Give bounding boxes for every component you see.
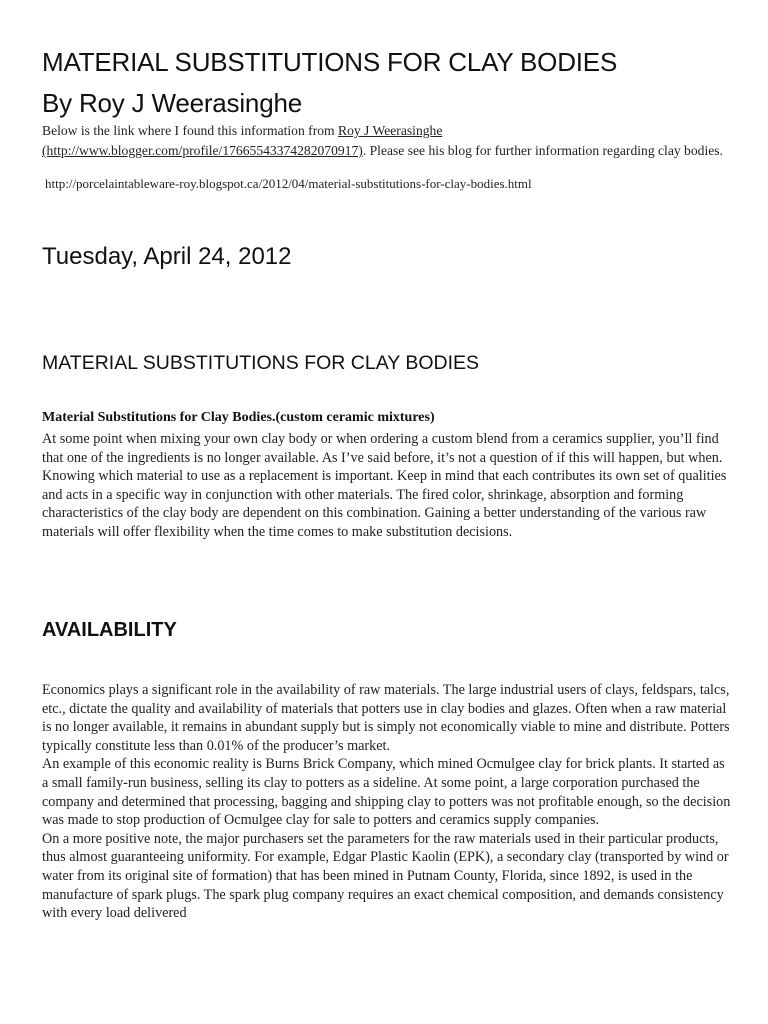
- lead-heading: Material Substitutions for Clay Bodies.(custom ceramic mixtures): [42, 410, 435, 425]
- paragraph: At some point when mixing your own clay body or when ordering a custom blend from a ceramics supplier, you’ll find that one of the ingredients is no longer available. As I’ve said before, it’s not a question of if this will happen, but when. Knowing which material to use as a replacement is important. Keep in mind that each contributes its own set of qualities and acts in a specific way in conjunction with other materials. The fired color, shrinkage, absorption and forming characteristics of the clay body are dependent on this combination. Gaining a better understanding of the various raw materials will offer flexibility when the time comes to make substitution decisions.: [42, 431, 727, 540]
- section-heading-availability: AVAILABILITY: [42, 619, 177, 641]
- post-date: Tuesday, April 24, 2012: [42, 243, 292, 270]
- intro-text-after: . Please see his blog for further information regarding clay bodies.: [362, 143, 723, 158]
- intro-note: [42, 121, 732, 161]
- source-url: http://porcelaintableware-roy.blogspot.ca/2012/04/material-substitutions-for-clay-bodies.html: [45, 176, 532, 191]
- intro-paragraph: [42, 430, 732, 542]
- availability-section: [42, 681, 732, 923]
- paragraph: Economics plays a significant role in the availability of raw materials. The large industrial users of clays, feldspars, talcs, etc., dictate the quality and availability of materials that potters use in clay bodies and glazes. Often when a raw material is no longer available, it remains in abundant supply but is simply not economically viable to mine and distribute. Potters typically constitute less than 0.01% of the producer’s market.: [42, 682, 730, 754]
- post-title: MATERIAL SUBSTITUTIONS FOR CLAY BODIES: [42, 352, 480, 374]
- intro-text-before: Below is the link where I found this information from: [42, 123, 338, 138]
- document-title: MATERIAL SUBSTITUTIONS FOR CLAY BODIES: [42, 47, 618, 77]
- document-author: By Roy J Weerasinghe: [42, 88, 302, 118]
- author-profile-link[interactable]: Roy J Weerasinghe (http://www.blogger.com/profile/17665543374282070917): [42, 123, 443, 158]
- paragraph: An example of this economic reality is Burns Brick Company, which mined Ocmulgee clay for brick plants. It started as a small family-run business, selling its clay to potters as a sideline. At some point, a large corporation purchased the company and determined that processing, bagging and shipping clay to potters was not profitable enough, so the decision was made to stop production of Ocmulgee clay for sale to potters and ceramics supply companies.: [42, 756, 731, 829]
- paragraph: On a more positive note, the major purchasers set the parameters for the raw materials used in their particular products, thus almost guaranteeing uniformity. For example, Edgar Plastic Kaolin (EPK), a secondary clay (transported by wind or water from its original site of formation) that has been mined in Putnam County, Florida, since 1892, is used in the manufacture of spark plugs. The spark plug company requires an exact chemical composition, and demands consistency with every load delivered: [42, 830, 729, 922]
